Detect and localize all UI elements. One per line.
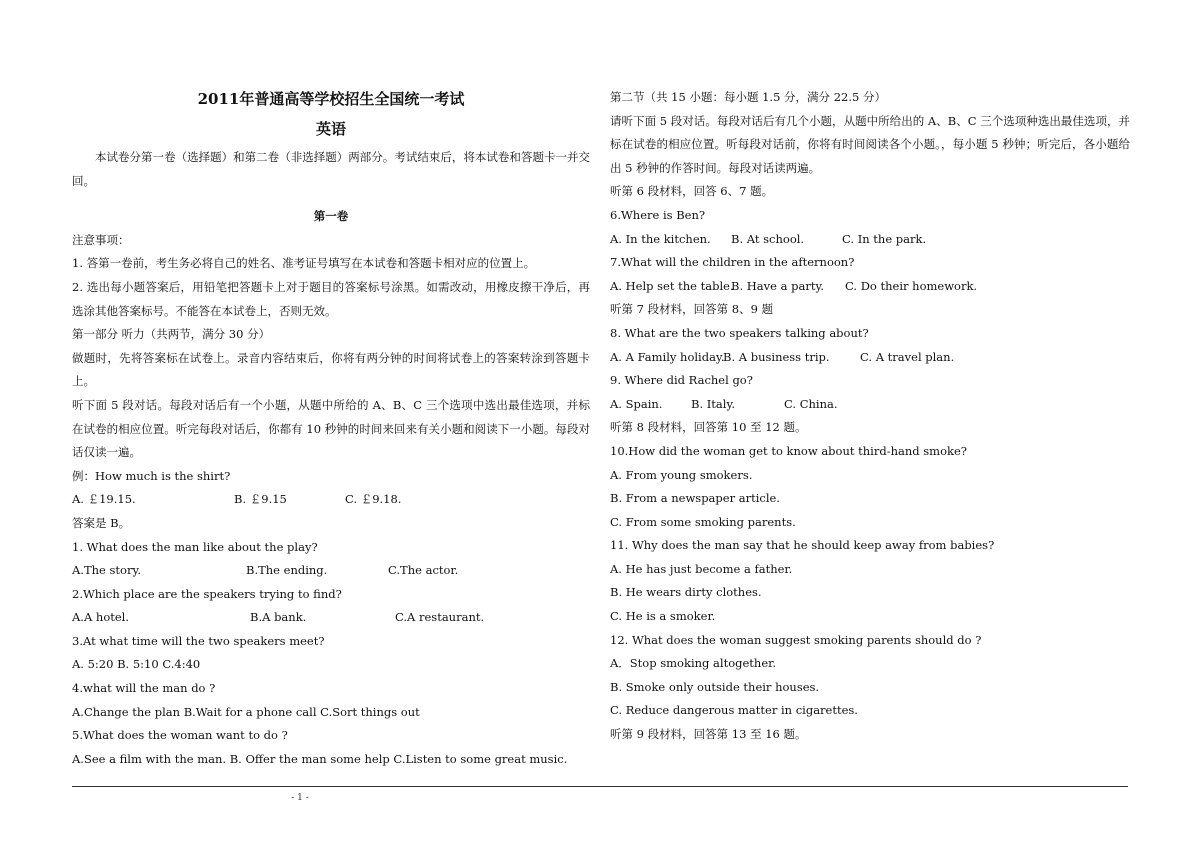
material-7-heading: 听第 7 段材料，回答第 8、9 题 [610, 302, 774, 317]
question-11-option-c: C. He is a smoker. [610, 609, 716, 624]
question-10-option-c: C. From some smoking parents. [610, 514, 796, 529]
question-11-option-a: A. He has just become a father. [610, 561, 793, 576]
part1-title: 第一部分 听力（共两节，满分 30 分） [72, 327, 271, 342]
question-6-options [610, 228, 1130, 252]
question-7-options [610, 275, 1130, 299]
question-8: 8. What are the two speakers talking about? [610, 325, 869, 340]
section2-instructions: 请听下面 5 段对话。每段对话后有几个小题，从题中所给出的 A、B、C 三个选项种选出最佳选项，并标在试卷的相应位置。听每段对话前，你将有时间阅读各个小题。，每小题 5 秒钟；听完后，各小题给出 5 秒钟的作答时间。每段对话读两遍。 [610, 113, 1130, 175]
option-a: A. ￡19.15. [72, 492, 136, 507]
option-b: B. A business trip. [723, 349, 830, 364]
option-a: A.A hotel. [72, 610, 130, 625]
question-9: 9. Where did Rachel go? [610, 373, 753, 388]
option-b: B.A bank. [250, 610, 307, 625]
exam-title: 2011年普通高等学校招生全国统一考试 [197, 90, 465, 108]
question-12-option-b: B. Smoke only outside their houses. [610, 679, 820, 694]
question-2: 2.Which place are the speakers trying to find? [72, 586, 342, 601]
option-c: C.A restaurant. [395, 610, 485, 625]
question-4-options: A.Change the plan B.Wait for a phone call C.Sort things out [72, 704, 420, 719]
option-c: C. China. [784, 396, 838, 411]
question-1-options [72, 559, 590, 583]
question-3: 3.At what time will the two speakers meet? [72, 633, 325, 648]
question-7: 7.What will the children in the afternoon? [610, 255, 855, 270]
question-12-option-c: C. Reduce dangerous matter in cigarettes. [610, 703, 858, 718]
footer-divider [72, 786, 1128, 787]
example-answer: 答案是 B。 [72, 515, 131, 530]
left-column [72, 86, 590, 771]
option-b: B. ￡9.15 [234, 492, 287, 507]
option-a: A. In the kitchen. [610, 231, 711, 246]
question-2-options [72, 606, 590, 630]
question-10-option-b: B. From a newspaper article. [610, 491, 780, 506]
notice-item-2: 2. 选出每小题答案后，用铅笔把答题卡上对于题目的答案标号涂黑。如需改动，用橡皮擦干净后，再选涂其他答案标号。不能答在本试卷上，否则无效。 [72, 279, 590, 318]
example-options [72, 488, 590, 512]
section1-instructions: 听下面 5 段对话。每段对话后有一个小题，从题中所给的 A、B、C 三个选项中选出最佳选项，并标在试卷的相应位置。听完每段对话后，你都有 10 秒钟的时间来回来有关小题和阅读下一小题。每段对话仅读一遍。 [72, 397, 590, 460]
question-11: 11. Why does the man say that he should keep away from babies? [610, 538, 995, 553]
option-c: C. In the park. [842, 231, 927, 246]
question-12-option-a: A．Stop smoking altogether. [610, 656, 777, 671]
question-3-options: A. 5:20 B. 5:10 C.4:40 [72, 657, 201, 672]
example-question: 例：How much is the shirt? [72, 468, 231, 483]
question-8-options [610, 346, 1130, 370]
notice-item-1: 1. 答第一卷前，考生务必将自己的姓名、准考证号填写在本试卷和答题卡相对应的位置上。 [72, 256, 536, 271]
option-a: A.The story. [72, 563, 142, 578]
section2-title: 第二节（共 15 小题：每小题 1.5 分，满分 22.5 分） [610, 90, 886, 104]
question-10: 10.How did the woman get to know about third-hand smoke? [610, 443, 967, 458]
option-b: B. Have a party. [731, 278, 825, 293]
question-5-options: A.See a film with the man. B. Offer the man some help C.Listen to some great music. [72, 751, 568, 766]
option-b: B. At school. [731, 231, 805, 246]
option-a: A. A Family holiday. [610, 349, 725, 364]
material-9-heading: 听第 9 段材料，回答第 13 至 16 题。 [610, 727, 807, 742]
material-8-heading: 听第 8 段材料，回答第 10 至 12 题。 [610, 420, 807, 435]
question-9-options [610, 393, 1130, 417]
page-number: - 1 - [291, 793, 309, 803]
question-4: 4.what will the man do ? [72, 681, 216, 696]
option-a: A. Spain. [610, 396, 663, 411]
part1-instructions: 做题时，先将答案标在试卷上。录音内容结束后，你将有两分钟的时间将试卷上的答案转涂到答题卡上。 [72, 350, 590, 389]
option-c: C.The actor. [388, 563, 459, 578]
option-c: C. A travel plan. [860, 349, 955, 364]
question-5: 5.What does the woman want to do ? [72, 728, 288, 743]
question-12: 12. What does the woman suggest smoking parents should do ? [610, 632, 982, 647]
question-6: 6.Where is Ben? [610, 207, 706, 222]
option-b: B.The ending. [246, 563, 328, 578]
question-10-option-a: A. From young smokers. [610, 467, 753, 482]
question-11-option-b: B. He wears dirty clothes. [610, 585, 762, 600]
material-6-heading: 听第 6 段材料，回答 6、7 题。 [610, 184, 774, 199]
option-c: C. ￡9.18. [345, 492, 402, 507]
exam-subject: 英语 [315, 120, 346, 138]
right-column [610, 86, 1130, 747]
notice-title: 注意事项： [72, 232, 130, 247]
option-a: A. Help set the table. [610, 278, 734, 293]
option-c: C. Do their homework. [845, 278, 978, 293]
option-b: B. Italy. [691, 396, 736, 411]
exam-intro: 本试卷分第一卷（选择题）和第二卷（非选择题）两部分。考试结束后，将本试卷和答题卡一并交回。 [72, 150, 590, 188]
volume-title: 第一卷 [313, 209, 349, 224]
question-1: 1. What does the man like about the play? [72, 539, 318, 554]
